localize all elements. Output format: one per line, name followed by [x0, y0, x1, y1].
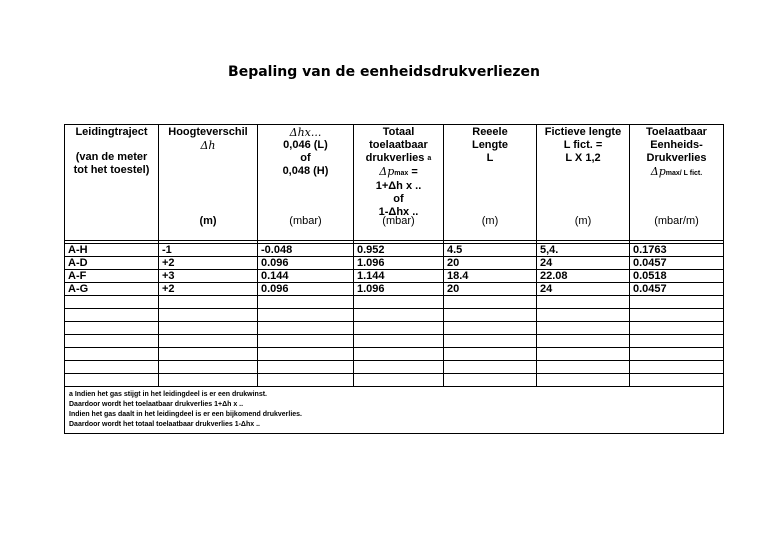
empty-table-cell [354, 361, 444, 374]
header-reeele-lengte [444, 125, 537, 241]
empty-table-cell [537, 335, 630, 348]
table-cell: 0.0518 [630, 270, 724, 283]
empty-table-cell [537, 309, 630, 322]
header-unit: (m) [574, 215, 592, 227]
table-cell: 0.1763 [630, 244, 724, 257]
empty-table-row [65, 322, 724, 335]
header-label: L fict. = [563, 139, 603, 151]
table-cell: -0.048 [258, 244, 354, 257]
empty-table-cell [159, 335, 258, 348]
empty-table-cell [444, 322, 537, 335]
footnote-marker: a [427, 155, 432, 162]
delta-p-symbol: Δp [379, 165, 395, 178]
empty-table-cell [537, 361, 630, 374]
table-cell: 0.952 [354, 244, 444, 257]
header-label: Toelaatbaar [646, 126, 707, 138]
header-label: Totaal [382, 126, 415, 138]
empty-table-row [65, 374, 724, 387]
header-label: 0,048 (H) [282, 165, 329, 177]
table-cell: +2 [159, 257, 258, 270]
empty-table-cell [630, 335, 724, 348]
empty-table-cell [159, 309, 258, 322]
table-row [65, 257, 724, 270]
table-cell: 0.096 [258, 283, 354, 296]
empty-table-cell [444, 361, 537, 374]
empty-table-cell [354, 374, 444, 387]
table-row [65, 283, 724, 296]
empty-table-cell [65, 361, 159, 374]
table-cell: 24 [537, 257, 630, 270]
header-label: Fictieve lengte [544, 126, 622, 138]
empty-table-row [65, 335, 724, 348]
table-cell: 18.4 [444, 270, 537, 283]
table-cell: 24 [537, 283, 630, 296]
header-label: Reeele [472, 126, 508, 138]
empty-table-cell [258, 361, 354, 374]
page-title: Bepaling van de eenheidsdrukverliezen [228, 64, 540, 80]
header-label: Hoogteverschil [168, 126, 248, 138]
header-fictieve-lengte [537, 125, 630, 241]
table-cell: +2 [159, 283, 258, 296]
empty-table-cell [444, 309, 537, 322]
empty-table-cell [258, 322, 354, 335]
empty-table-cell [630, 374, 724, 387]
table-cell: -1 [159, 244, 258, 257]
empty-table-cell [630, 309, 724, 322]
header-label: Leidingtraject [75, 126, 148, 138]
empty-table-cell [258, 296, 354, 309]
table-cell: A-H [65, 244, 159, 257]
empty-table-cell [630, 348, 724, 361]
empty-table-row [65, 309, 724, 322]
table-cell: +3 [159, 270, 258, 283]
table-cell: 20 [444, 283, 537, 296]
header-label: tot het toestel) [73, 164, 150, 176]
empty-table-cell [159, 361, 258, 374]
header-label: 1+Δh x .. [375, 180, 422, 192]
empty-table-row [65, 296, 724, 309]
footnote-line: a Indien het gas stijgt in het leidingdeel is er een drukwinst. [69, 391, 267, 398]
header-label: 1-Δhx .. [378, 206, 419, 218]
table-row [65, 270, 724, 283]
footnote-line: Indien het gas daalt in het leidingdeel is er een bijkomend drukverlies. [69, 411, 303, 418]
empty-table-cell [159, 348, 258, 361]
footnote-line: Daardoor wordt het totaal toelaatbaar drukverlies 1-Δhx .. [69, 421, 260, 428]
header-totaal [354, 125, 444, 241]
header-label: Eenheids- [650, 139, 703, 151]
empty-table-cell [354, 322, 444, 335]
table-cell: 0.0457 [630, 257, 724, 270]
empty-table-cell [444, 348, 537, 361]
header-label: (van de meter [75, 151, 148, 163]
empty-table-cell [65, 322, 159, 335]
header-unit: (m) [481, 215, 499, 227]
footnote [65, 387, 724, 434]
empty-table-cell [159, 322, 258, 335]
table-cell: 1.096 [354, 283, 444, 296]
table-cell: 1.096 [354, 257, 444, 270]
empty-table-cell [258, 348, 354, 361]
empty-table-cell [159, 374, 258, 387]
header-hoogteverschil [159, 125, 258, 241]
empty-table-cell [65, 374, 159, 387]
header-label: Drukverlies [646, 152, 707, 164]
header-unit: (mbar) [289, 215, 322, 227]
header-unit: (m) [199, 215, 217, 227]
empty-table-cell [354, 335, 444, 348]
header-unit: (mbar/m) [654, 215, 699, 227]
empty-table-cell [630, 322, 724, 335]
empty-table-cell [444, 296, 537, 309]
empty-table-cell [537, 374, 630, 387]
table-cell: A-G [65, 283, 159, 296]
equals-sign: = [408, 166, 418, 178]
empty-table-cell [65, 309, 159, 322]
delta-hx-symbol: Δhx... [289, 126, 322, 139]
pressure-loss-table [64, 124, 724, 434]
table-cell: 1.144 [354, 270, 444, 283]
header-row [65, 125, 724, 241]
table-cell: 22.08 [537, 270, 630, 283]
empty-table-cell [537, 296, 630, 309]
table-cell: 5,4. [537, 244, 630, 257]
header-delta-hx [258, 125, 354, 241]
empty-table-cell [65, 348, 159, 361]
header-label: Lengte [471, 139, 509, 151]
empty-table-cell [537, 322, 630, 335]
header-leidingtraject [65, 125, 159, 241]
empty-table-cell [444, 335, 537, 348]
header-label: L [486, 152, 494, 164]
empty-table-cell [354, 348, 444, 361]
table-cell: 0.144 [258, 270, 354, 283]
empty-table-cell [354, 296, 444, 309]
footnote-line: Daardoor wordt het toelaatbaar drukverlies 1+Δh x .. [69, 401, 244, 408]
table-row [65, 244, 724, 257]
header-label: drukverlies [365, 152, 425, 164]
empty-rows [65, 296, 724, 387]
header-label: toelaatbaar [369, 139, 428, 151]
delta-p-subscript: max/ L fict. [665, 170, 703, 177]
empty-table-cell [354, 309, 444, 322]
header-label: of [300, 152, 311, 164]
empty-table-row [65, 361, 724, 374]
empty-table-cell [258, 335, 354, 348]
empty-table-cell [258, 374, 354, 387]
header-label: L X 1,2 [565, 152, 601, 164]
header-eenheidsdrukverlies [630, 125, 724, 241]
header-unit: (mbar) [382, 215, 415, 227]
empty-table-cell [159, 296, 258, 309]
empty-table-cell [630, 361, 724, 374]
empty-table-cell [65, 296, 159, 309]
table-cell: A-F [65, 270, 159, 283]
header-label: of [393, 193, 404, 205]
table-cell: 0.096 [258, 257, 354, 270]
footnote-row [65, 387, 724, 434]
table-cell: A-D [65, 257, 159, 270]
table-cell: 4.5 [444, 244, 537, 257]
delta-p-subscript: max [394, 170, 409, 177]
delta-p-symbol: Δp [650, 165, 666, 178]
empty-table-cell [258, 309, 354, 322]
empty-table-cell [630, 296, 724, 309]
empty-table-cell [65, 335, 159, 348]
empty-table-cell [537, 348, 630, 361]
table-cell: 0.0457 [630, 283, 724, 296]
delta-h-symbol: Δh [200, 139, 216, 152]
header-label: 0,046 (L) [283, 139, 328, 151]
table-cell: 20 [444, 257, 537, 270]
empty-table-row [65, 348, 724, 361]
empty-table-cell [444, 374, 537, 387]
